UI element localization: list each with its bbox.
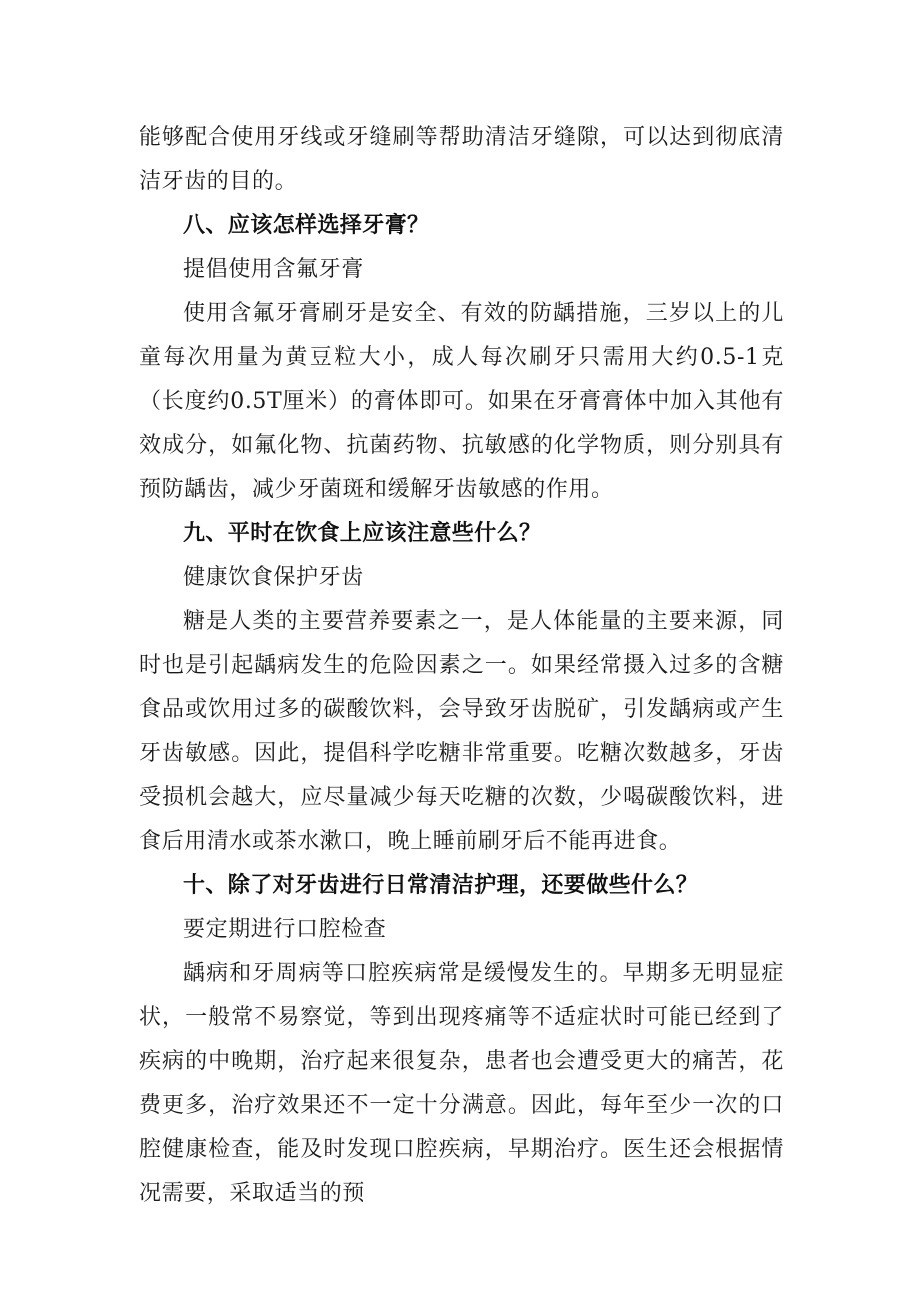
- section-subheading-8: 提倡使用含氟牙膏: [183, 257, 364, 282]
- section-subheading-10: 要定期进行口腔检查: [183, 917, 387, 942]
- document-page: [139, 116, 784, 1216]
- section-heading-10: 十、除了对牙齿进行日常清洁护理，还要做些什么？: [183, 873, 699, 898]
- section-body-9: 糖是人类的主要营养要素之一，是人体能量的主要来源，同时也是引起龋病发生的危险因素之一。如果经常摄入过多的含糖食品或饮用过多的碳酸饮料，会导致牙齿脱矿，引发龋病或产生牙齿敏感。因此，提倡科学吃糖非常重要。吃糖次数越多，牙齿受损机会越大，应尽量减少每天吃糖的次数，少喝碳酸饮料，进食后用清水或茶水漱口，晚上睡前刷牙后不能再进食。: [139, 609, 784, 854]
- section-heading-8: 八、应该怎样选择牙膏？: [183, 213, 430, 238]
- section-heading-9: 九、平时在饮食上应该注意些什么？: [183, 521, 542, 546]
- section-subheading-9: 健康饮食保护牙齿: [183, 565, 364, 590]
- section-body-10: 龋病和牙周病等口腔疾病常是缓慢发生的。早期多无明显症状，一般常不易察觉，等到出现疼痛等不适症状时可能已经到了疾病的中晚期，治疗起来很复杂，患者也会遭受更大的痛苦，花费更多，治疗效果还不一定十分满意。因此，每年至少一次的口腔健康检查，能及时发现口腔疾病，早期治疗。医生还会根据情况需要，采取适当的预: [139, 961, 784, 1206]
- continuation-paragraph: 能够配合使用牙线或牙缝刷等帮助清洁牙缝隙，可以达到彻底清洁牙齿的目的。: [139, 125, 784, 194]
- section-body-8: 使用含氟牙膏刷牙是安全、有效的防龋措施，三岁以上的儿童每次用量为黄豆粒大小，成人每次刷牙只需用大约0.5-1克（长度约0.5T厘米）的膏体即可。如果在牙膏膏体中加入其他有效成分，如氟化物、抗菌药物、抗敏感的化学物质，则分别具有预防龋齿，减少牙菌斑和缓解牙齿敏感的作用。: [139, 301, 784, 502]
